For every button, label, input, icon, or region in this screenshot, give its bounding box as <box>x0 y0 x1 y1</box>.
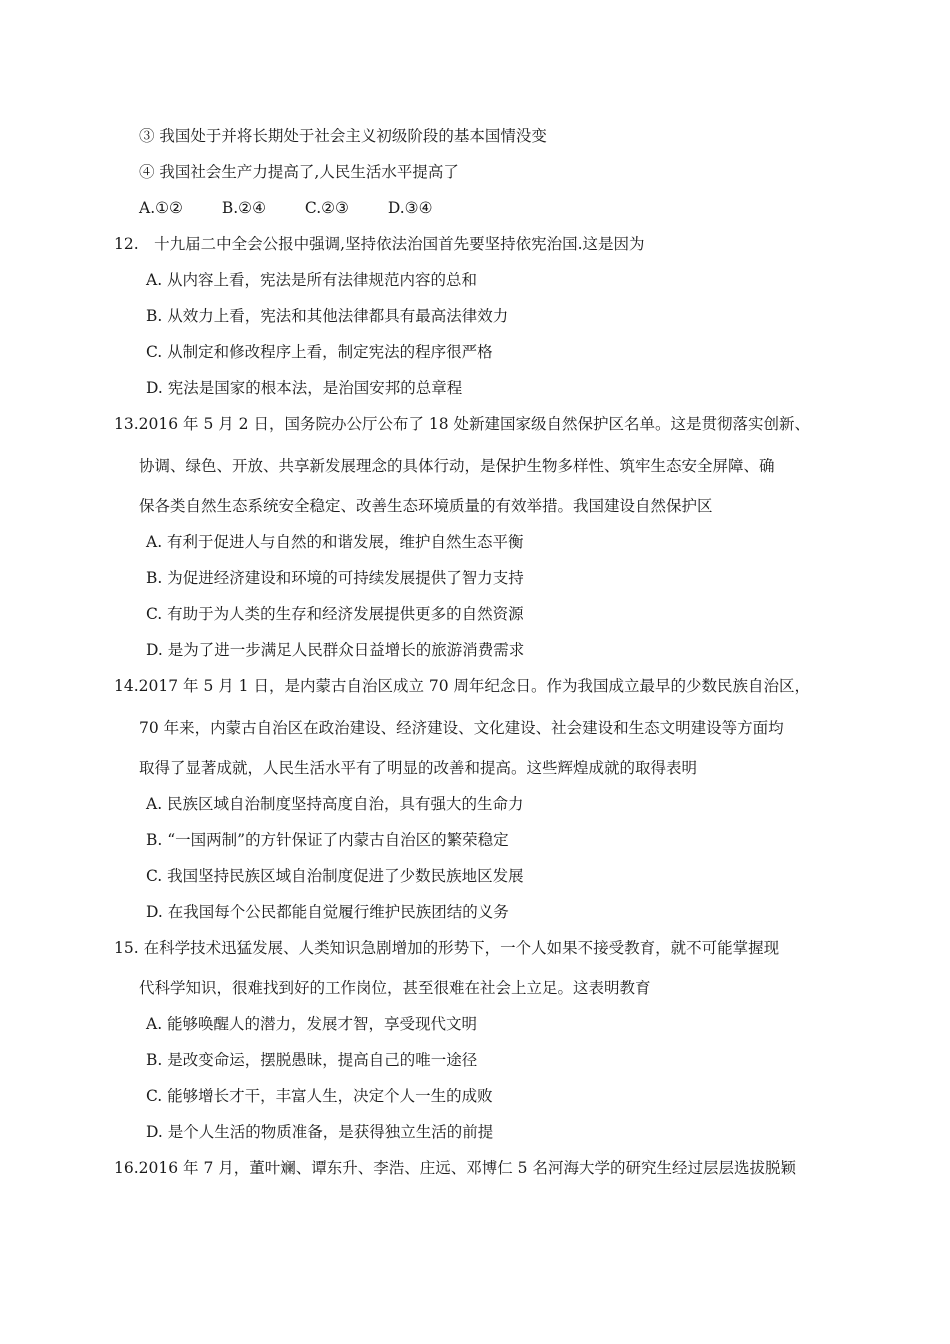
q13-option-c: C. 有助于为人类的生存和经济发展提供更多的自然资源 <box>146 605 524 623</box>
q15-option-a: A. 能够唤醒人的潜力，发展才智，享受现代文明 <box>146 1015 478 1033</box>
q14-stem-line-1: 14.2017 年 5 月 1 日，是内蒙古自治区成立 70 周年纪念日。作为我国成立最早的少数民族自治区， <box>114 677 811 695</box>
q11-option-c: C.②③ <box>304 199 349 217</box>
q16-stem-line-1: 16.2016 年 7 月，董叶斓、谭东升、李浩、庄远、邓博仁 5 名河海大学的研究生经过层层选拔脱颖 <box>114 1159 796 1177</box>
q11-option-a: A.①② <box>139 199 183 217</box>
q11-options <box>139 198 432 218</box>
q14-option-a: A. 民族区域自治制度坚持高度自治，具有强大的生命力 <box>146 795 524 813</box>
q12-option-d: D. 宪法是国家的根本法，是治国安邦的总章程 <box>146 379 463 397</box>
q11-item-4: ④ 我国社会生产力提高了,人民生活水平提高了 <box>139 163 459 181</box>
q11-item-3: ③ 我国处于并将长期处于社会主义初级阶段的基本国情没变 <box>139 127 547 145</box>
q11-option-b: B.②④ <box>221 199 266 217</box>
q12-option-c: C. 从制定和修改程序上看，制定宪法的程序很严格 <box>146 343 493 361</box>
q14-stem-line-2: 70 年来，内蒙古自治区在政治建设、经济建设、文化建设、社会建设和生态文明建设等方面均 <box>139 719 784 737</box>
q13-stem-line-1: 13.2016 年 5 月 2 日，国务院办公厅公布了 18 处新建国家级自然保护区名单。这是贯彻落实创新、 <box>114 415 811 433</box>
q13-option-b: B. 为促进经济建设和环境的可持续发展提供了智力支持 <box>146 569 524 587</box>
q12-stem: 12. 十九届二中全会公报中强调,坚持依法治国首先要坚持依宪治国.这是因为 <box>114 235 645 253</box>
q15-option-b: B. 是改变命运，摆脱愚昧，提高自己的唯一途径 <box>146 1051 478 1069</box>
q14-option-b: B. “一国两制”的方针保证了内蒙古自治区的繁荣稳定 <box>146 831 509 849</box>
q12-option-b: B. 从效力上看，宪法和其他法律都具有最高法律效力 <box>146 307 509 325</box>
q15-option-d: D. 是个人生活的物质准备，是获得独立生活的前提 <box>146 1123 494 1141</box>
q13-option-d: D. 是为了进一步满足人民群众日益增长的旅游消费需求 <box>146 641 525 659</box>
q14-stem-line-3: 取得了显著成就，人民生活水平有了明显的改善和提高。这些辉煌成就的取得表明 <box>139 759 698 777</box>
q14-option-c: C. 我国坚持民族区域自治制度促进了少数民族地区发展 <box>146 867 524 885</box>
q15-option-c: C. 能够增长才干，丰富人生，决定个人一生的成败 <box>146 1087 493 1105</box>
q13-stem-line-2: 协调、绿色、开放、共享新发展理念的具体行动，是保护生物多样性、筑牢生态安全屏障、确 <box>139 457 775 475</box>
q15-stem-line-2: 代科学知识，很难找到好的工作岗位，甚至很难在社会上立足。这表明教育 <box>139 979 651 997</box>
q11-option-d: D.③④ <box>387 199 433 217</box>
q13-option-a: A. 有利于促进人与自然的和谐发展，维护自然生态平衡 <box>146 533 524 551</box>
q14-option-d: D. 在我国每个公民都能自觉履行维护民族团结的义务 <box>146 903 509 921</box>
q13-stem-line-3: 保各类自然生态系统安全稳定、改善生态环境质量的有效举措。我国建设自然保护区 <box>139 497 713 515</box>
q12-option-a: A. 从内容上看，宪法是所有法律规范内容的总和 <box>146 271 478 289</box>
q15-stem-line-1: 15. 在科学技术迅猛发展、人类知识急剧增加的形势下，一个人如果不接受教育，就不可能掌握现 <box>114 939 780 957</box>
